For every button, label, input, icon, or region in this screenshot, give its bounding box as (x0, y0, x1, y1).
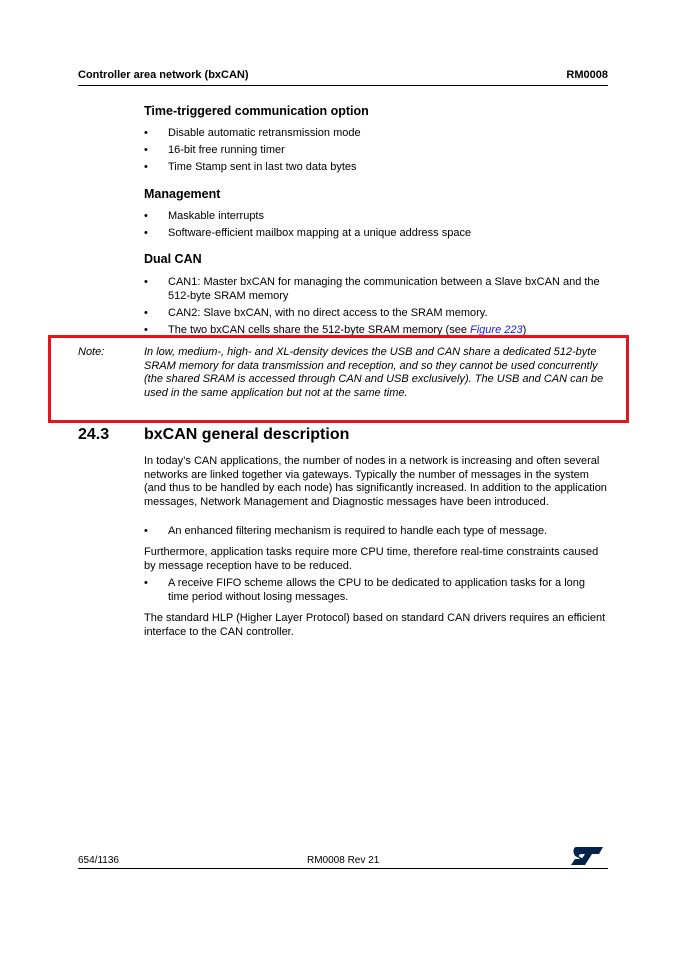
footer-doc-revision: RM0008 Rev 21 (307, 855, 380, 866)
list-item-prefix: The two bxCAN cells share the 512-byte SRAM memory (see (168, 323, 471, 336)
page-footer (78, 850, 608, 869)
heading-management: Management (144, 187, 221, 201)
paragraph-cpu-time: Furthermore, application tasks require more CPU time, therefore real-time constraints caused by message reception have to be reduced. (144, 546, 599, 572)
note-label: Note: (78, 346, 105, 358)
list-item: • CAN1: Master bxCAN for managing the communication between a Slave bxCAN and the 512-byte SRAM memory (144, 276, 608, 303)
list-item: • Software-efficient mailbox mapping at a unique address space (144, 227, 608, 241)
heading-dual-can: Dual CAN (144, 252, 202, 266)
list-dual-can (144, 276, 608, 341)
note-text: In low, medium-, high- and XL-density devices the USB and CAN share a dedicated 512-byte SRAM memory for data transmission and reception, and so they cannot be used concurrently (the shared SRAM is accessed through CAN and USB exclusively). The USB and CAN can be used in the same application but not at the same time. (144, 346, 604, 399)
list-item: • Time Stamp sent in last two data bytes (144, 161, 608, 175)
st-logo-icon (570, 846, 604, 866)
list-filtering (144, 525, 608, 542)
figure-223-link[interactable]: Figure 223 (470, 323, 523, 336)
list-management (144, 210, 608, 244)
paragraph-intro: In today’s CAN applications, the number of nodes in a network is increasing and often several networks are linked together via gateways. Typically the number of messages in the system (and thus to be handled by each node) has significantly increased. In addition to the application messages, Network Management and Diagnostic messages have been introduced. (144, 455, 607, 508)
list-item: • 16-bit free running timer (144, 144, 608, 158)
list-item: • CAN2: Slave bxCAN, with no direct access to the SRAM memory. (144, 307, 608, 321)
list-time-triggered (144, 127, 608, 178)
header-doc-id: RM0008 (566, 69, 608, 81)
heading-time-triggered: Time-triggered communication option (144, 104, 369, 118)
list-item: • Disable automatic retransmission mode (144, 127, 608, 141)
list-item: • A receive FIFO scheme allows the CPU to be dedicated to application tasks for a long time period without losing messages. (144, 577, 608, 604)
header-chapter-title: Controller area network (bxCAN) (78, 69, 249, 81)
list-fifo (144, 577, 608, 608)
section-title: bxCAN general description (144, 426, 350, 443)
list-item: • Maskable interrupts (144, 210, 608, 224)
footer-page-number: 654/1136 (78, 855, 119, 866)
list-item: • An enhanced filtering mechanism is required to handle each type of message. (144, 525, 608, 539)
paragraph-hlp: The standard HLP (Higher Layer Protocol) based on standard CAN drivers requires an efficient interface to the CAN controller. (144, 612, 606, 638)
page-header (78, 67, 608, 86)
list-item-suffix: ) (522, 323, 527, 336)
section-number: 24.3 (78, 426, 110, 443)
